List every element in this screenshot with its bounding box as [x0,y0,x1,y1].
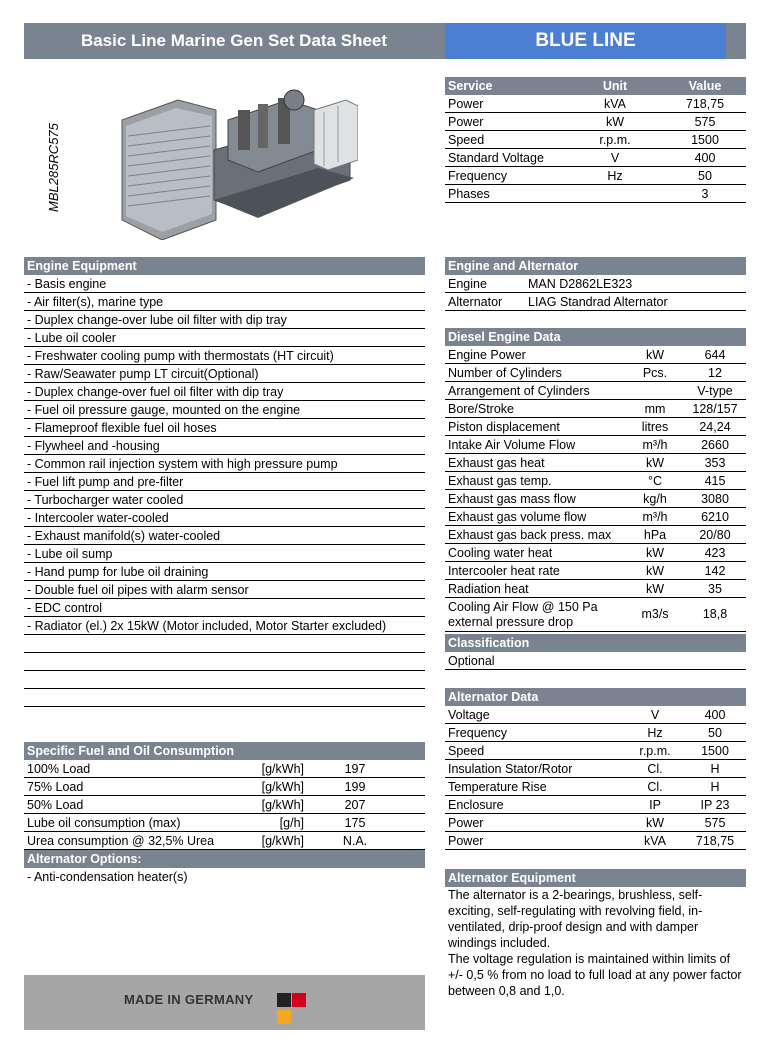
engine-equipment-table [24,257,425,707]
diesel-label: Intake Air Volume Flow [448,438,576,452]
service-label: Phases [448,187,490,201]
fuel-value: 175 [344,816,366,830]
diesel-unit: kg/h [643,492,667,506]
equipment-item: - Flywheel and -housing [24,437,425,455]
ea-label: Engine [448,277,487,291]
fuel-label: 100% Load [27,762,91,776]
alternator-description: The alternator is a 2-bearings, brushless, self-exciting, self-regulating with revolving field, in-ventilated, drip-proof design and with damper windings included. [448,888,703,950]
alternator-unit: V [650,708,660,722]
diesel-label: Arrangement of Cylinders [448,384,590,398]
diesel-row [445,382,746,400]
flag-stripe [277,993,291,1007]
engine-alternator-header: Engine and Alternator [445,257,746,275]
diesel-value: 415 [704,474,726,488]
cooling-air-label: Cooling Air Flow @ 150 Pa [448,600,598,614]
alternator-equipment-table [445,869,746,887]
diesel-row [445,490,746,508]
fuel-row [24,760,425,778]
equipment-item: - EDC control [24,599,425,617]
service-unit: V [610,151,620,165]
engine-alternator-row [445,275,746,293]
alternator-unit: r.p.m. [639,744,671,758]
classification-header: Classification [445,634,746,652]
diesel-value: 35 [708,582,722,596]
fuel-value: N.A. [342,834,368,848]
equipment-item: - Duplex change-over fuel oil filter with dip tray [24,383,425,401]
alternator-label: Insulation Stator/Rotor [448,762,573,776]
fuel-label: 75% Load [27,780,84,794]
alternator-label: Speed [448,744,485,758]
flag-stripe [277,1010,291,1024]
diesel-label: Engine Power [448,348,526,362]
alternator-label: Power [448,816,484,830]
equipment-item: - Turbocharger water cooled [24,491,425,509]
equipment-item: - Exhaust manifold(s) water-cooled [24,527,425,545]
alternator-row [445,724,746,742]
alternator-label: Power [448,834,484,848]
alternator-equipment-text [448,887,746,999]
fuel-label: Lube oil consumption (max) [27,816,181,830]
service-row [445,131,746,149]
fuel-unit: [g/kWh] [261,798,304,812]
ea-label: Alternator [448,295,503,309]
diesel-label: Exhaust gas temp. [448,474,552,488]
service-row [445,149,746,167]
diesel-row [445,544,746,562]
fuel-row [24,832,425,850]
alternator-option-item: - Anti-condensation heater(s) [27,870,188,884]
service-value: 718,75 [685,97,725,111]
alternator-value: IP 23 [700,798,730,812]
diesel-row [445,364,746,382]
diesel-value: 142 [704,564,726,578]
alternator-value: 718,75 [695,834,735,848]
cooling-air-sublabel: external pressure drop [448,615,574,629]
alternator-row [445,814,746,832]
fuel-unit: [g/kWh] [261,780,304,794]
fuel-label: Urea consumption @ 32,5% Urea [27,834,215,848]
diesel-row [445,400,746,418]
diesel-row [445,418,746,436]
model-label: MBL285RC575 [46,123,61,212]
diesel-label: Intercooler heat rate [448,564,560,578]
diesel-label: Exhaust gas heat [448,456,545,470]
unit-col-label: Unit [602,79,628,93]
alternator-row [445,796,746,814]
genset-image [118,80,358,240]
service-row [445,95,746,113]
alternator-row [445,778,746,796]
equipment-item: - Hand pump for lube oil draining [24,563,425,581]
alternator-value: 575 [704,816,726,830]
fuel-unit: [g/kWh] [261,834,304,848]
header-bar [24,23,746,59]
diesel-unit: kW [645,582,665,596]
diesel-label: Piston displacement [448,420,560,434]
diesel-value: 128/157 [692,402,738,416]
fuel-value: 197 [344,762,366,776]
diesel-unit: kW [645,456,665,470]
diesel-row-cooling-air [445,598,746,632]
alternator-data-table [445,688,746,850]
equipment-item: - Lube oil sump [24,545,425,563]
diesel-row [445,454,746,472]
alternator-row [445,832,746,850]
fuel-label: 50% Load [27,798,84,812]
classification-table [445,634,746,670]
blank-row [24,671,425,689]
alternator-label: Enclosure [448,798,504,812]
diesel-row [445,580,746,598]
service-col-label: Service [448,79,493,93]
diesel-label: Number of Cylinders [448,366,562,380]
service-value: 400 [694,151,716,165]
equipment-item: - Duplex change-over lube oil filter with dip tray [24,311,425,329]
service-header [445,77,746,95]
equipment-item: - Freshwater cooling pump with thermostats (HT circuit) [24,347,425,365]
diesel-value: 3080 [701,492,729,506]
service-label: Frequency [448,169,508,183]
diesel-label: Radiation heat [448,582,529,596]
classification-value: Optional [445,652,746,670]
fuel-unit: [g/h] [279,816,304,830]
diesel-engine-table [445,328,746,632]
equipment-item: - Radiator (el.) 2x 15kW (Motor included, Motor Starter excluded) [24,617,425,635]
alternator-row [445,760,746,778]
diesel-label: Exhaust gas mass flow [448,492,576,506]
made-in-germany-banner [24,975,425,1030]
equipment-item: - Basis engine [24,275,425,293]
alternator-equipment-header: Alternator Equipment [445,869,746,887]
diesel-unit: Pcs. [642,366,668,380]
fuel-row [24,814,425,832]
engine-equipment-header: Engine Equipment [24,257,425,275]
fuel-unit: [g/kWh] [261,762,304,776]
alternator-label: Frequency [448,726,508,740]
equipment-item: - Air filter(s), marine type [24,293,425,311]
alternator-unit: kVA [644,834,666,848]
service-row [445,185,746,203]
ea-value: LIAG Standrad Alternator [528,295,668,309]
equipment-item: - Common rail injection system with high pressure pump [24,455,425,473]
fuel-row [24,778,425,796]
diesel-label: Exhaust gas volume flow [448,510,587,524]
diesel-unit: m³/h [642,438,668,452]
alternator-row [445,706,746,724]
cooling-air-unit: m3/s [641,607,669,621]
diesel-value: 20/80 [699,528,731,542]
alternator-unit: Cl. [647,780,663,794]
alternator-data-header: Alternator Data [445,688,746,706]
equipment-item: - Raw/Seawater pump LT circuit(Optional) [24,365,425,383]
alternator-row [445,742,746,760]
alternator-value: 1500 [701,744,729,758]
alternator-unit: Cl. [647,762,663,776]
flag-stripe [292,993,306,1007]
diesel-row [445,472,746,490]
diesel-value: 6210 [701,510,729,524]
equipment-item: - Double fuel oil pipes with alarm sensor [24,581,425,599]
service-value: 575 [694,115,716,129]
blank-row [24,635,425,653]
diesel-unit: °C [647,474,663,488]
ea-value: MAN D2862LE323 [528,277,633,291]
diesel-engine-header: Diesel Engine Data [445,328,746,346]
diesel-unit: mm [644,402,666,416]
equipment-item: - Lube oil cooler [24,329,425,347]
diesel-label: Cooling water heat [448,546,553,560]
alternator-unit: kW [645,816,665,830]
diesel-unit: hPa [643,528,667,542]
cooling-air-value: 18,8 [702,607,728,621]
alternator-value: 50 [708,726,722,740]
service-unit: r.p.m. [599,133,631,147]
diesel-value: 423 [704,546,726,560]
alternator-value: 400 [704,708,726,722]
service-value: 50 [698,169,712,183]
value-col-label: Value [688,79,722,93]
diesel-value: 353 [704,456,726,470]
alternator-label: Temperature Rise [448,780,547,794]
diesel-label: Exhaust gas back press. max [448,528,612,542]
diesel-row [445,508,746,526]
equipment-item: - Intercooler water-cooled [24,509,425,527]
diesel-row [445,562,746,580]
service-unit: Hz [607,169,623,183]
blank-row [24,653,425,671]
service-label: Speed [448,133,485,147]
german-flag-icon [277,993,321,1007]
diesel-unit: kW [645,546,665,560]
model-label-wrap [46,108,66,212]
engine-alternator-row [445,293,746,311]
service-label: Power [448,115,484,129]
equipment-item: - Fuel oil pressure gauge, mounted on the engine [24,401,425,419]
service-label: Power [448,97,484,111]
alternator-options-header: Alternator Options: [24,850,425,868]
diesel-row [445,346,746,364]
diesel-label: Bore/Stroke [448,402,515,416]
blank-row [24,689,425,707]
equipment-item: - Fuel lift pump and pre-filter [24,473,425,491]
fuel-consumption-header: Specific Fuel and Oil Consumption [24,742,425,760]
diesel-row [445,526,746,544]
voltage-regulation-note: The voltage regulation is maintained within limits of +/- 0,5 % from no load to full load at any power factor between 0,8 and 1,0. [448,952,742,998]
alternator-unit: Hz [647,726,663,740]
fuel-row [24,796,425,814]
equipment-item: - Flameproof flexible fuel oil hoses [24,419,425,437]
diesel-value: 12 [708,366,722,380]
made-in-label: MADE IN GERMANY [124,992,254,1007]
engine-alternator-table [445,257,746,311]
service-unit: kW [605,115,625,129]
alternator-value: H [710,780,720,794]
diesel-value: 644 [704,348,726,362]
alternator-value: H [710,762,720,776]
blue-line-badge: BLUE LINE [445,23,726,59]
service-label: Standard Voltage [448,151,544,165]
diesel-unit: kW [645,348,665,362]
service-unit: kVA [604,97,626,111]
service-value: 1500 [691,133,719,147]
alternator-label: Voltage [448,708,490,722]
fuel-consumption-table [24,742,425,886]
fuel-value: 207 [344,798,366,812]
service-row [445,167,746,185]
fuel-value: 199 [344,780,366,794]
service-row [445,113,746,131]
diesel-value: 24,24 [699,420,731,434]
alternator-unit: IP [649,798,661,812]
diesel-row [445,436,746,454]
service-table [445,77,746,203]
diesel-value: 2660 [701,438,729,452]
diesel-value: V-type [697,384,733,398]
service-value: 3 [701,187,709,201]
page-title: Basic Line Marine Gen Set Data Sheet [80,31,388,50]
diesel-unit: litres [641,420,669,434]
diesel-unit: m³/h [642,510,668,524]
diesel-unit: kW [645,564,665,578]
